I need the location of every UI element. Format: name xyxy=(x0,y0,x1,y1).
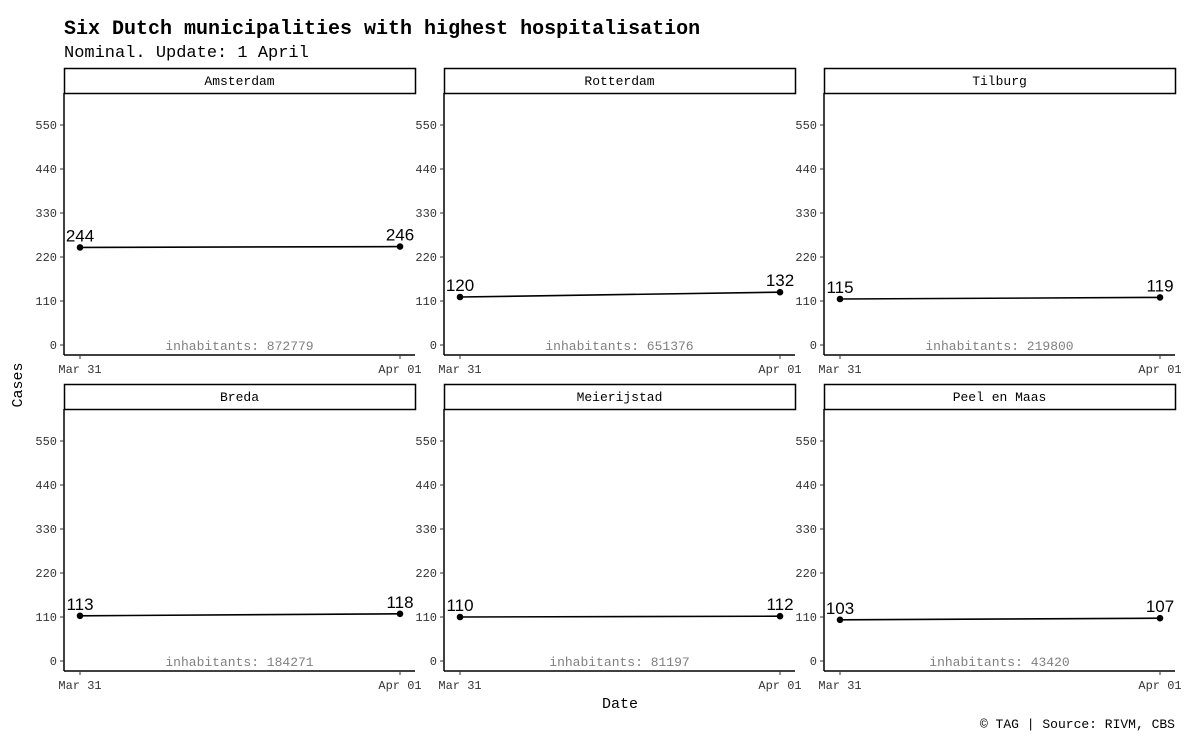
x-tick-label: Mar 31 xyxy=(58,363,102,377)
y-tick-label: 110 xyxy=(795,295,817,309)
x-tick-label: Mar 31 xyxy=(438,363,482,377)
y-tick-label: 550 xyxy=(415,435,437,449)
x-tick-label: Mar 31 xyxy=(818,363,862,377)
facet-strip-label: Peel en Maas xyxy=(952,390,1047,405)
x-tick-label: Apr 01 xyxy=(758,679,802,693)
data-label: 107 xyxy=(1145,597,1175,617)
series-line xyxy=(840,618,1160,620)
x-tick-label: Apr 01 xyxy=(378,363,422,377)
y-tick-label: 0 xyxy=(809,655,817,669)
y-tick-label: 440 xyxy=(795,479,817,493)
data-label: 246 xyxy=(385,225,415,245)
data-label: 115 xyxy=(826,278,854,297)
y-tick-label: 220 xyxy=(795,567,817,581)
y-tick-label: 220 xyxy=(35,567,57,581)
series-line xyxy=(840,297,1160,299)
y-tick-label: 440 xyxy=(415,479,437,493)
data-label: 119 xyxy=(1146,276,1174,296)
facet-strip-label: Breda xyxy=(219,390,260,405)
facet-strip-label: Tilburg xyxy=(972,74,1027,89)
inhabitants-note: inhabitants: 81197 xyxy=(549,655,690,670)
y-tick-label: 330 xyxy=(795,207,817,221)
inhabitants-note: inhabitants: 651376 xyxy=(545,339,694,354)
y-tick-label: 0 xyxy=(429,339,437,353)
chart-title: Six Dutch municipalities with highest hospitalisation xyxy=(64,18,701,41)
data-label: 110 xyxy=(446,596,474,615)
chart-subtitle: Nominal. Update: 1 April xyxy=(64,44,309,63)
x-axis-title: Date xyxy=(601,696,639,713)
y-tick-label: 330 xyxy=(795,523,817,537)
x-tick-label: Apr 01 xyxy=(1138,363,1182,377)
inhabitants-note: inhabitants: 184271 xyxy=(165,655,314,670)
data-label: 113 xyxy=(66,594,94,614)
x-tick-label: Mar 31 xyxy=(818,679,862,693)
facet-strip-label: Meierijstad xyxy=(576,390,663,405)
y-tick-label: 220 xyxy=(795,251,817,265)
y-tick-label: 110 xyxy=(35,295,57,309)
y-tick-label: 110 xyxy=(795,611,817,625)
y-tick-label: 220 xyxy=(415,567,437,581)
x-tick-label: Apr 01 xyxy=(1138,679,1182,693)
inhabitants-note: inhabitants: 43420 xyxy=(929,655,1070,670)
facet-panel xyxy=(415,385,801,694)
y-tick-label: 330 xyxy=(415,523,437,537)
facet-panels xyxy=(35,69,1181,694)
y-tick-label: 550 xyxy=(795,119,817,133)
series-line xyxy=(460,292,780,297)
y-axis-title: Cases xyxy=(10,362,27,408)
facet-panel xyxy=(415,69,801,378)
y-tick-label: 220 xyxy=(35,251,57,265)
y-tick-label: 0 xyxy=(49,339,57,353)
y-tick-label: 330 xyxy=(35,523,57,537)
x-tick-label: Mar 31 xyxy=(438,679,482,693)
x-tick-label: Mar 31 xyxy=(58,679,102,693)
chart-caption: © TAG | Source: RIVM, CBS xyxy=(979,717,1175,732)
data-label: 112 xyxy=(766,595,794,615)
y-tick-label: 550 xyxy=(35,435,57,449)
data-label: 118 xyxy=(386,592,414,612)
y-tick-label: 440 xyxy=(415,163,437,177)
data-label: 103 xyxy=(825,598,855,618)
y-tick-label: 440 xyxy=(35,479,57,493)
series-line xyxy=(80,614,400,616)
y-tick-label: 110 xyxy=(415,295,437,309)
y-tick-label: 550 xyxy=(415,119,437,133)
y-tick-label: 550 xyxy=(35,119,57,133)
data-label: 244 xyxy=(65,226,95,246)
facet-panel xyxy=(35,69,421,378)
data-label: 132 xyxy=(765,271,795,291)
y-tick-label: 220 xyxy=(415,251,437,265)
y-tick-label: 0 xyxy=(809,339,817,353)
y-tick-label: 330 xyxy=(35,207,57,221)
facet-strip-label: Rotterdam xyxy=(584,74,655,89)
inhabitants-note: inhabitants: 219800 xyxy=(925,339,1074,354)
facet-panel xyxy=(795,69,1181,378)
y-tick-label: 550 xyxy=(795,435,817,449)
series-line xyxy=(80,247,400,248)
y-tick-label: 440 xyxy=(35,163,57,177)
series-line xyxy=(460,616,780,617)
y-tick-label: 0 xyxy=(429,655,437,669)
data-label: 120 xyxy=(445,276,475,295)
y-tick-label: 110 xyxy=(415,611,437,625)
y-tick-label: 0 xyxy=(49,655,57,669)
facet-strip-label: Amsterdam xyxy=(204,74,275,89)
y-tick-label: 330 xyxy=(415,207,437,221)
facet-panel xyxy=(35,385,421,694)
facet-panel xyxy=(795,385,1181,694)
x-tick-label: Apr 01 xyxy=(378,679,422,693)
y-tick-label: 440 xyxy=(795,163,817,177)
inhabitants-note: inhabitants: 872779 xyxy=(165,339,314,354)
x-tick-label: Apr 01 xyxy=(758,363,802,377)
y-tick-label: 110 xyxy=(35,611,57,625)
